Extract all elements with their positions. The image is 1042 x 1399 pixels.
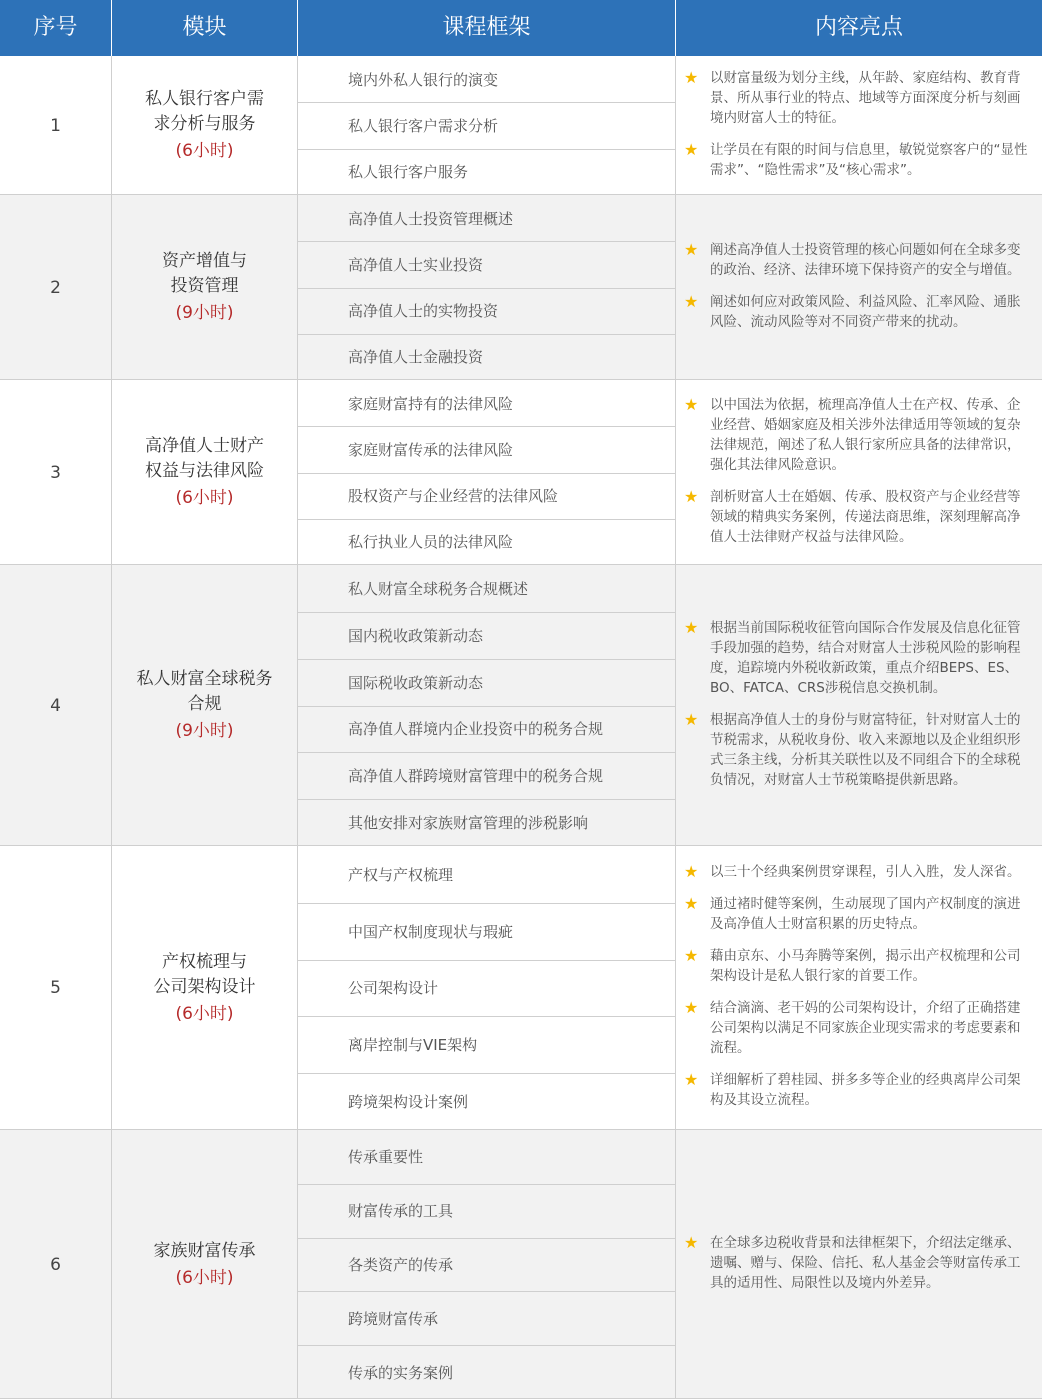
highlight-text: 藉由京东、小马奔腾等案例，揭示出产权梳理和公司架构设计是私人银行家的首要工作。	[710, 948, 1021, 984]
highlight-text: 阐述如何应对政策风险、利益风险、汇率风险、通胀风险、流动风险等对不同资产带来的扰动。	[710, 293, 1021, 330]
highlight-item	[684, 68, 1030, 128]
course-divider	[298, 903, 675, 904]
highlights-cell	[676, 565, 1042, 846]
star-icon: ★	[684, 1070, 699, 1089]
highlight-item	[684, 946, 1030, 986]
column-divider	[297, 380, 298, 565]
highlight-item	[684, 862, 1030, 882]
table-row	[0, 195, 1042, 380]
course-item: 跨境架构设计案例	[348, 1093, 469, 1112]
highlights-cell	[676, 1130, 1042, 1399]
column-divider	[297, 846, 298, 1130]
course-divider	[298, 426, 675, 427]
row-number: 1	[50, 115, 61, 136]
course-divider	[298, 1184, 675, 1185]
row-number: 3	[50, 462, 61, 483]
highlight-item	[684, 140, 1030, 180]
course-item: 中国产权制度现状与瑕疵	[348, 922, 514, 941]
course-divider	[298, 752, 675, 753]
highlight-text: 在全球多边税收背景和法律框架下，介绍法定继承、遗嘱、赠与、保险、信托、私人基金会等财富传承工具的适用性、局限性以及境内外差异。	[710, 1234, 1021, 1291]
row-number: 6	[50, 1254, 61, 1275]
column-divider	[675, 56, 676, 195]
table-row	[0, 565, 1042, 846]
course-divider	[298, 241, 675, 242]
module-name: 高净值人士财产 权益与法律风险	[145, 436, 264, 481]
course-item: 高净值人群跨境财富管理中的税务合规	[348, 767, 604, 786]
course-item: 其他安排对家族财富管理的涉税影响	[348, 814, 589, 833]
highlight-text: 详细解析了碧桂园、拼多多等企业的经典离岸公司架构及其设立流程。	[710, 1072, 1021, 1108]
table-header	[0, 0, 1042, 56]
star-icon: ★	[684, 946, 699, 965]
highlights-cell	[676, 380, 1042, 565]
column-divider	[111, 565, 112, 846]
header-highlights: 内容亮点	[814, 15, 903, 40]
highlights-cell	[676, 846, 1042, 1130]
star-icon: ★	[684, 67, 699, 87]
course-item: 高净值人士金融投资	[348, 348, 484, 367]
table-row	[0, 56, 1042, 195]
highlight-text: 以财富量级为划分主线，从年龄、家庭结构、教育背景、所从事行业的特点、地域等方面深度分析与刻画境内财富人士的特征。	[710, 69, 1021, 126]
module-cell	[112, 380, 297, 565]
column-divider	[675, 846, 676, 1130]
row-number: 4	[50, 695, 61, 716]
course-divider	[298, 1291, 675, 1292]
column-divider	[675, 380, 676, 565]
highlight-text: 结合滴滴、老干妈的公司架构设计，介绍了正确搭建公司架构以满足不同家族企业现实需求的考虑要素和流程。	[710, 1000, 1021, 1056]
course-divider	[298, 706, 675, 707]
highlight-item	[684, 618, 1030, 698]
star-icon: ★	[684, 709, 699, 729]
highlights-cell	[676, 195, 1042, 380]
column-divider	[111, 1130, 112, 1399]
highlight-text: 让学员在有限的时间与信息里，敏锐觉察客户的“显性需求”、“隐性需求”及“核心需求”。	[710, 141, 1028, 178]
course-item: 高净值人士实业投资	[348, 255, 484, 274]
header-module: 模块	[182, 15, 227, 40]
course-item: 传承重要性	[348, 1148, 424, 1167]
course-item: 各类资产的传承	[348, 1255, 454, 1274]
highlight-item	[684, 487, 1030, 547]
course-item: 高净值人群境内企业投资中的税务合规	[348, 720, 604, 739]
column-divider	[297, 195, 298, 380]
course-divider	[298, 519, 675, 520]
course-item: 产权与产权梳理	[348, 865, 454, 884]
column-divider	[675, 565, 676, 846]
column-divider	[111, 846, 112, 1130]
course-divider	[298, 612, 675, 613]
highlight-item	[684, 1070, 1030, 1110]
header-framework: 课程框架	[442, 15, 531, 40]
row-number: 2	[50, 277, 61, 298]
column-divider	[111, 195, 112, 380]
highlight-item	[684, 1233, 1030, 1293]
highlight-text: 阐述高净值人士投资管理的核心问题如何在全球多变的政治、经济、法律环境下保持资产的安全与增值。	[710, 241, 1021, 278]
highlight-text: 以中国法为依据，梳理高净值人士在产权、传承、企业经营、婚姻家庭及相关涉外法律适用等领域的复杂法律规范，阐述了私人银行家所应具备的法律常识，强化其法律风险意识。	[710, 396, 1021, 473]
module-name: 私人银行客户需 求分析与服务	[145, 89, 264, 134]
module-cell	[112, 195, 297, 380]
module-cell	[112, 565, 297, 846]
highlight-item	[684, 998, 1030, 1058]
course-item: 家庭财富传承的法律风险	[348, 440, 514, 459]
row-number: 5	[50, 978, 61, 998]
highlight-item	[684, 395, 1030, 475]
module-cell	[112, 56, 297, 195]
module-hours: (9小时)	[175, 303, 234, 323]
star-icon: ★	[684, 394, 699, 414]
course-divider	[298, 1345, 675, 1346]
star-icon: ★	[684, 486, 699, 506]
course-item: 境内外私人银行的演变	[348, 70, 499, 89]
star-icon: ★	[684, 998, 699, 1017]
star-icon: ★	[684, 862, 699, 881]
course-item: 私人银行客户需求分析	[348, 116, 499, 135]
course-divider	[298, 288, 675, 289]
course-item: 公司架构设计	[348, 979, 439, 998]
module-hours: (6小时)	[175, 1003, 234, 1024]
course-divider	[298, 149, 675, 150]
highlight-text: 以三十个经典案例贯穿课程，引人入胜，发人深省。	[710, 864, 1021, 880]
course-divider	[298, 473, 675, 474]
star-icon: ★	[684, 1232, 699, 1252]
course-item: 私人银行客户服务	[348, 163, 469, 182]
course-divider	[298, 102, 675, 103]
course-divider	[298, 1238, 675, 1239]
column-divider	[111, 380, 112, 565]
column-divider	[675, 1130, 676, 1399]
star-icon: ★	[684, 139, 699, 159]
course-item: 财富传承的工具	[348, 1202, 454, 1221]
course-item: 高净值人士投资管理概述	[348, 209, 514, 228]
module-name: 产权梳理与 公司架构设计	[153, 951, 256, 997]
highlights-cell	[676, 56, 1042, 195]
highlight-item	[684, 710, 1030, 790]
module-cell	[112, 846, 297, 1130]
highlight-text: 根据高净值人士的身份与财富特征，针对财富人士的节税需求，从税收身份、收入来源地以及企业组织形式三条主线，分析其关联性以及不同组合下的全球税负情况，对财富人士节税策略提供新思路。	[710, 711, 1021, 788]
header-no: 序号	[33, 15, 78, 40]
column-divider	[297, 565, 298, 846]
course-item: 高净值人士的实物投资	[348, 302, 499, 321]
star-icon: ★	[684, 894, 699, 913]
course-divider	[298, 334, 675, 335]
course-item: 传承的实务案例	[348, 1363, 454, 1382]
highlight-text: 根据当前国际税收征管向国际合作发展及信息化征管手段加强的趋势，结合对财富人士涉税风险的影响程度，追踪境内外税收新政策，重点介绍BEPS、ES、BO、FATCA、CRS涉税信息交换机制。	[710, 619, 1021, 696]
table-row	[0, 1130, 1042, 1399]
module-cell	[112, 1130, 297, 1399]
highlight-item	[684, 894, 1030, 934]
module-name: 资产增值与 投资管理	[162, 251, 247, 296]
highlight-text: 通过褚时健等案例，生动展现了国内产权制度的演进及高净值人士财富积累的历史特点。	[710, 896, 1021, 932]
course-item: 国内税收政策新动态	[348, 626, 484, 645]
course-divider	[298, 799, 675, 800]
course-divider	[298, 1016, 675, 1017]
module-name: 私人财富全球税务 合规	[136, 669, 273, 714]
module-name: 家族财富传承	[153, 1240, 256, 1261]
course-divider	[298, 1073, 675, 1074]
highlight-item	[684, 292, 1030, 332]
module-hours: (6小时)	[175, 488, 234, 508]
course-item: 股权资产与企业经营的法律风险	[348, 487, 559, 506]
module-hours: (6小时)	[175, 1267, 234, 1288]
course-divider	[298, 960, 675, 961]
table-row	[0, 380, 1042, 565]
course-item: 私人财富全球税务合规概述	[348, 579, 529, 598]
star-icon: ★	[684, 239, 699, 259]
highlight-item	[684, 240, 1030, 280]
course-item: 离岸控制与VIE架构	[348, 1036, 478, 1055]
star-icon: ★	[684, 617, 699, 637]
course-item: 国际税收政策新动态	[348, 673, 484, 692]
course-divider	[298, 659, 675, 660]
star-icon: ★	[684, 291, 699, 311]
course-item: 家庭财富持有的法律风险	[348, 394, 514, 413]
course-item: 跨境财富传承	[348, 1309, 439, 1328]
module-hours: (9小时)	[175, 721, 234, 741]
column-divider	[675, 195, 676, 380]
column-divider	[297, 56, 298, 195]
column-divider	[297, 1130, 298, 1399]
highlight-text: 剖析财富人士在婚姻、传承、股权资产与企业经营等领域的精典实务案例，传递法商思维，深刻理解高净值人士法律财产权益与法律风险。	[710, 488, 1021, 545]
course-item: 私行执业人员的法律风险	[348, 533, 514, 552]
column-divider	[111, 56, 112, 195]
module-hours: (6小时)	[175, 141, 234, 161]
table-row	[0, 846, 1042, 1130]
